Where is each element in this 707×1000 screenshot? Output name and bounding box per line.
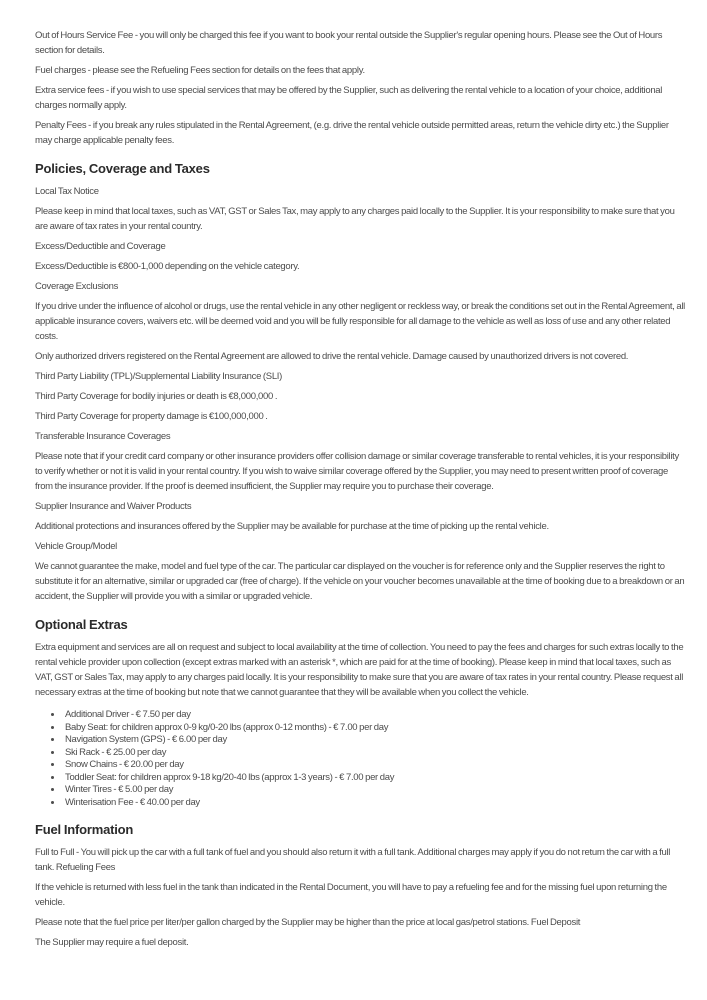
paragraph-supplier-insurance-label: Supplier Insurance and Waiver Products xyxy=(35,501,192,512)
paragraph-transferable-insurance-label: Transferable Insurance Coverages xyxy=(35,431,171,442)
paragraph-excess-deductible-amount: Excess/Deductible is €800-1,000 depending on the vehicle category. xyxy=(35,261,300,272)
paragraph-fuel-deposit: The Supplier may require a fuel deposit. xyxy=(35,937,189,948)
paragraph-transferable-insurance-details: Please note that if your credit card company or other insurance providers offer collision damage or similar coverage transferable to rental vehicles, it is your responsibility to verify whether or not it is valid in your rental country. If you wish to waive similar coverage offered by the Supplier, you may need to present written proof of coverage from the insurance provider. If the proof is deemed insufficient, the Supplier may require you to purchase their coverage. xyxy=(35,451,679,492)
heading-policies-coverage-and-taxes: Policies, Coverage and Taxes xyxy=(35,161,210,176)
list-item: • Baby Seat: for children approx 0-9 kg/0-20 lbs (approx 0-12 months) - € 7.00 per day xyxy=(63,722,687,735)
list-item: • Snow Chains - € 20.00 per day xyxy=(63,759,687,772)
paragraph-vehicle-group-model-label: Vehicle Group/Model xyxy=(35,541,117,552)
paragraph-refueling-fee: If the vehicle is returned with less fuel in the tank than indicated in the Rental Document, you will have to pay a refueling fee and for the missing fuel upon returning the vehicle. xyxy=(35,882,667,908)
list-item: • Winterisation Fee - € 40.00 per day xyxy=(63,797,687,810)
list-item: • Ski Rack - € 25.00 per day xyxy=(63,747,687,760)
paragraph-vehicle-group-model-details: We cannot guarantee the make, model and fuel type of the car. The particular car displayed on the voucher is for reference only and the Supplier reserves the right to substitute it for an alternative, similar or upgraded car (free of charge). If the vehicle on your voucher becomes unavailable at the time of booking due to a breakdown or an accident, the Supplier will provide you with a similar or upgraded vehicle. xyxy=(35,561,685,602)
document-blocks xyxy=(35,28,687,950)
list-item: • Winter Tires - € 5.00 per day xyxy=(63,784,687,797)
paragraph-supplier-insurance-details: Additional protections and insurances offered by the Supplier may be available for purchase at the time of picking up the rental vehicle. xyxy=(35,521,549,532)
list-item: • Additional Driver - € 7.50 per day xyxy=(63,709,687,722)
paragraph-coverage-exclusions-label: Coverage Exclusions xyxy=(35,281,119,292)
paragraph-full-to-full: Full to Full - You will pick up the car with a full tank of fuel and you should also return it with a full tank. Additional charges may apply if you do not return the car with a full tank. Refueling Fees xyxy=(35,847,671,873)
paragraph-extra-service-fees: Extra service fees - if you wish to use special services that may be offered by the Supplier, such as delivering the rental vehicle to a location of your choice, additional charges normally apply. xyxy=(35,85,663,111)
paragraph-fuel-price-note: Please note that the fuel price per liter/per gallon charged by the Supplier may be higher than the price at local gas/petrol stations. Fuel Deposit xyxy=(35,917,581,928)
paragraph-local-tax-notice-label: Local Tax Notice xyxy=(35,186,99,197)
paragraph-third-party-liability-label: Third Party Liability (TPL)/Supplemental Liability Insurance (SLI) xyxy=(35,371,283,382)
list-item: • Toddler Seat: for children approx 9-18 kg/20-40 lbs (approx 1-3 years) - € 7.00 per day xyxy=(63,772,687,785)
paragraph-third-party-property-damage: Third Party Coverage for property damage is €100,000,000 . xyxy=(35,411,268,422)
heading-fuel-information: Fuel Information xyxy=(35,822,134,837)
paragraph-optional-extras-intro: Extra equipment and services are all on request and subject to local availability at the time of collection. You need to pay the fees and charges for such extras locally to the rental vehicle provider upon collection (except extras marked with an asterisk *, which are paid for at the time of booking). Please keep in mind that local taxes, such as VAT, GST or Sales Tax, may apply to any charges paid locally. It is your responsibility to make sure that you are aware of tax rates in your rental country. Please request all necessary extras at the time of booking but note that we cannot guarantee that they will be available when you collect the vehicle. xyxy=(35,642,684,698)
paragraph-local-tax-notice-details: Please keep in mind that local taxes, such as VAT, GST or Sales Tax, may apply to any charges paid locally to the Supplier. It is your responsibility to make sure that you are aware of tax rates in your rental country. xyxy=(35,206,675,232)
paragraph-excess-deductible-label: Excess/Deductible and Coverage xyxy=(35,241,166,252)
paragraph-fuel-charges: Fuel charges - please see the Refueling Fees section for details on the fees that apply. xyxy=(35,65,365,76)
heading-optional-extras: Optional Extras xyxy=(35,617,128,632)
optional-extras-list xyxy=(35,709,687,809)
paragraph-out-of-hours-service-fee: Out of Hours Service Fee - you will only be charged this fee if you want to book your rental outside the Supplier's regular opening hours. Please see the Out of Hours section for details. xyxy=(35,30,663,56)
paragraph-penalty-fees: Penalty Fees - if you break any rules stipulated in the Rental Agreement, (e.g. drive the rental vehicle outside permitted areas, return the vehicle dirty etc.) the Supplier may charge applicable penalty fees. xyxy=(35,120,669,146)
paragraph-authorized-drivers: Only authorized drivers registered on the Rental Agreement are allowed to drive the rental vehicle. Damage caused by unauthorized drivers is not covered. xyxy=(35,351,629,362)
paragraph-third-party-bodily-injury: Third Party Coverage for bodily injuries or death is €8,000,000 . xyxy=(35,391,278,402)
list-item: • Navigation System (GPS) - € 6.00 per day xyxy=(63,734,687,747)
paragraph-coverage-exclusions-details: If you drive under the influence of alcohol or drugs, use the rental vehicle in any other negligent or reckless way, or break the conditions set out in the Rental Agreement, all applicable insurance covers, waivers etc. will be deemed void and you will be fully responsible for all damage to the vehicle as well as loss of use and any other related costs. xyxy=(35,301,685,342)
